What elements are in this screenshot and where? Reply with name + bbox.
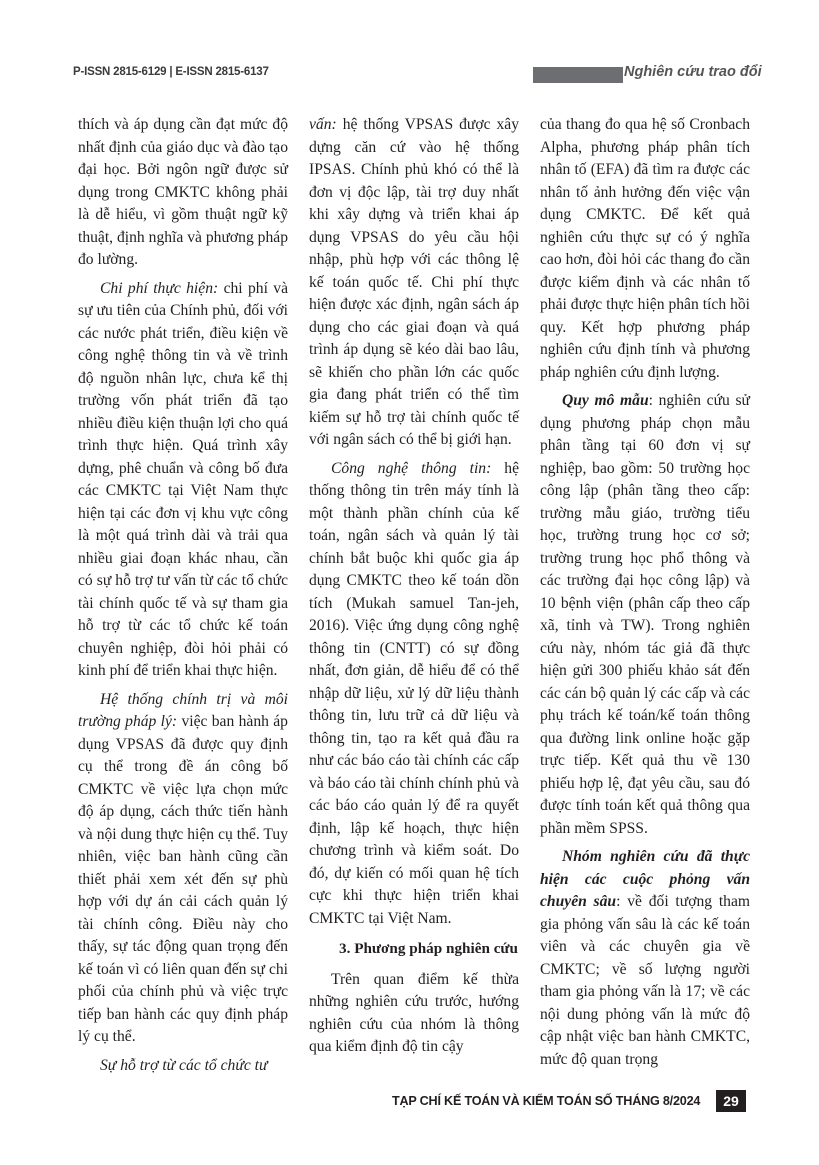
- paragraph-lead: Sự hỗ trợ từ các tổ chức tư: [100, 1056, 268, 1074]
- paragraph: [540, 846, 750, 1071]
- paragraph-body: hệ thống thông tin trên máy tính là một thành phần chính của kế toán, ngân sách và quản lý tài chính bắt buộc khi quốc gia áp dụng CMKTC theo kế toán dồn tích (Mukah samuel Tan-jeh, 2016). Việc ứng dụng công nghệ thông tin (CNTT) có sự đồng nhất, đơn giản, dễ hiểu để có thể nhập dữ liệu, xử lý dữ liệu thành thông tin, lưu trữ cả dữ liệu và thông tin, tạo ra kết quả đầu ra như các báo cáo tài chính các cấp và báo cáo tài chính chính phủ và các báo cáo quản lý để ra quyết định, lập kế hoạch, thực hiện chương trình và kiểm soát. Do đó, dự kiến có mối quan hệ tích cực khi thực hiện triển khai CMKTC tại Việt Nam.: [309, 459, 519, 927]
- paragraph-body: việc ban hành áp dụng VPSAS đã được quy định cụ thể trong đề án công bố CMKTC về việc lựa chọn mức độ áp dụng, cách thức tiến hành và nội dung thực hiện cụ thể. Tuy nhiên, việc ban hành cũng cần thiết phải xem xét đến sự phù hợp với dự án cải cách quản lý tài chính công. Điều này cho thấy, sự tác động quan trọng đến kế toán vì có liên quan đến sự chi phối của chính phủ và việc trực tiếp ban hành các quy định pháp lý cụ thể.: [78, 713, 288, 1045]
- page-number: 29: [716, 1090, 746, 1112]
- section-title: Nghiên cứu trao đổi: [624, 64, 762, 80]
- paragraph-lead: Hệ thống chính trị và môi trường pháp lý:: [78, 690, 288, 730]
- paragraph: [78, 1055, 288, 1078]
- column-1: [78, 114, 288, 1077]
- column-3: [540, 114, 750, 1071]
- paragraph: [540, 390, 750, 840]
- column-2: [309, 114, 519, 1059]
- paragraph-lead: vấn:: [309, 116, 337, 133]
- paragraph-lead: Nhóm nghiên cứu đã thực hiện các cuộc phỏng vấn chuyên sâu: [540, 848, 750, 910]
- paragraph: [78, 689, 288, 1049]
- journal-footer: TẠP CHÍ KẾ TOÁN VÀ KIỂM TOÁN SỐ THÁNG 8/2024: [392, 1094, 701, 1108]
- paragraph: thích và áp dụng cần đạt mức độ nhất định của giáo dục và đào tạo đại học. Bởi ngôn ngữ được sử dụng trong CMKTC không phải là dễ hiểu, vì gồm thuật ngữ kỹ thuật, định nghĩa và phương pháp đo lường.: [78, 116, 288, 268]
- paragraph-body: hệ thống VPSAS được xây dựng căn cứ vào hệ thống IPSAS. Chính phủ khó có thể là đơn vị độc lập, tài trợ duy nhất khi xây dựng và triển khai áp dụng VPSAS do yêu cầu hội nhập, phù hợp với các thông lệ kế toán quốc tế. Chi phí thực hiện được xác định, ngân sách áp dụng cho các giai đoạn và quá trình áp dụng sẽ kéo dài bao lâu, sẽ khiến cho phần lớn các quốc gia đang phát triển có thể tìm kiếm sự hỗ trợ tài chính quốc tế với ngân sách có thể bị giới hạn.: [309, 116, 519, 448]
- paragraph-lead: Quy mô mẫu: [562, 392, 649, 409]
- header-bar: [533, 67, 623, 83]
- paragraph: [78, 278, 288, 683]
- paragraph-lead: Công nghệ thông tin:: [331, 459, 492, 477]
- paragraph: của thang đo qua hệ số Cronbach Alpha, phương pháp phân tích nhân tố (EFA) đã tìm ra được các nhân tố ảnh hưởng đến việc vận dụng CMKTC. Để kết quả nghiên cứu thực sự có ý nghĩa cao hơn, đòi hỏi các thang đo cần được kiểm định và các nhân tố phải được thực hiện phân tích hồi quy. Kết hợp phương pháp nghiên cứu định tính và phương pháp nghiên cứu định lượng.: [540, 116, 750, 381]
- paragraph-body: chi phí và sự ưu tiên của Chính phủ, đối với các nước phát triển, điều kiện về công nghệ thông tin và về trình độ nguồn nhân lực, chưa kể thị trường vốn phát triển đã tạo nhiều điều kiện thuận lợi cho quá trình thực hiện. Quá trình xây dựng, phê chuẩn và công bố đưa các CMKTC tại Việt Nam thực hiện tại các đơn vị khu vực công là một quá trình dài và trải qua nhiều giai đoạn khác nhau, cần có sự hỗ trợ tư vấn từ các tổ chức tài chính quốc tế và sự tham gia hỗ trợ từ các tổ chức kế toán chuyên nghiệp, đòi hỏi phải có kinh phí để triển khai thực hiện.: [78, 279, 289, 679]
- paragraph: [309, 114, 519, 452]
- paragraph-lead: Chi phí thực hiện:: [100, 279, 219, 297]
- paragraph: Trên quan điểm kế thừa những nghiên cứu trước, hướng nghiên cứu của nhóm là thông qua kiểm định độ tin cậy: [309, 970, 519, 1055]
- paragraph-body: : nghiên cứu sử dụng phương pháp chọn mẫu phân tầng tại 60 đơn vị sự nghiệp, bao gồm: 50 trường học công lập (phân tầng theo cấp: trường mẫu giáo, trường tiểu học, trường trung học cơ sở; trường trung học phổ thông và các trường đại học công lập) và 10 bệnh viện (phân cấp theo cấp xã, tỉnh và TW). Trong nghiên cứu này, nhóm tác giả đã thực hiện gửi 300 phiếu khảo sát đến các cán bộ quản lý các cấp và các phụ trách kế toán/kế toán thông qua đường link online hoặc gặp trực tiếp. Kết quả thu về 130 phiếu hợp lệ, đạt yêu cầu, sau đó được tính toán kết quả thông qua phần mềm SPSS.: [540, 392, 750, 837]
- section-heading: 3. Phương pháp nghiên cứu: [339, 940, 518, 957]
- paragraph: [309, 458, 519, 931]
- issn-line: P-ISSN 2815-6129 | E-ISSN 2815-6137: [73, 66, 269, 78]
- paragraph-body: : về đối tượng tham gia phỏng vấn sâu là các kế toán viên và các chuyên gia về CMKTC; về số lượng người tham gia phỏng vấn là 17; về các nội dung phỏng vấn là mức độ cập nhật việc ban hành CMKTC, mức độ quan trọng: [540, 893, 751, 1068]
